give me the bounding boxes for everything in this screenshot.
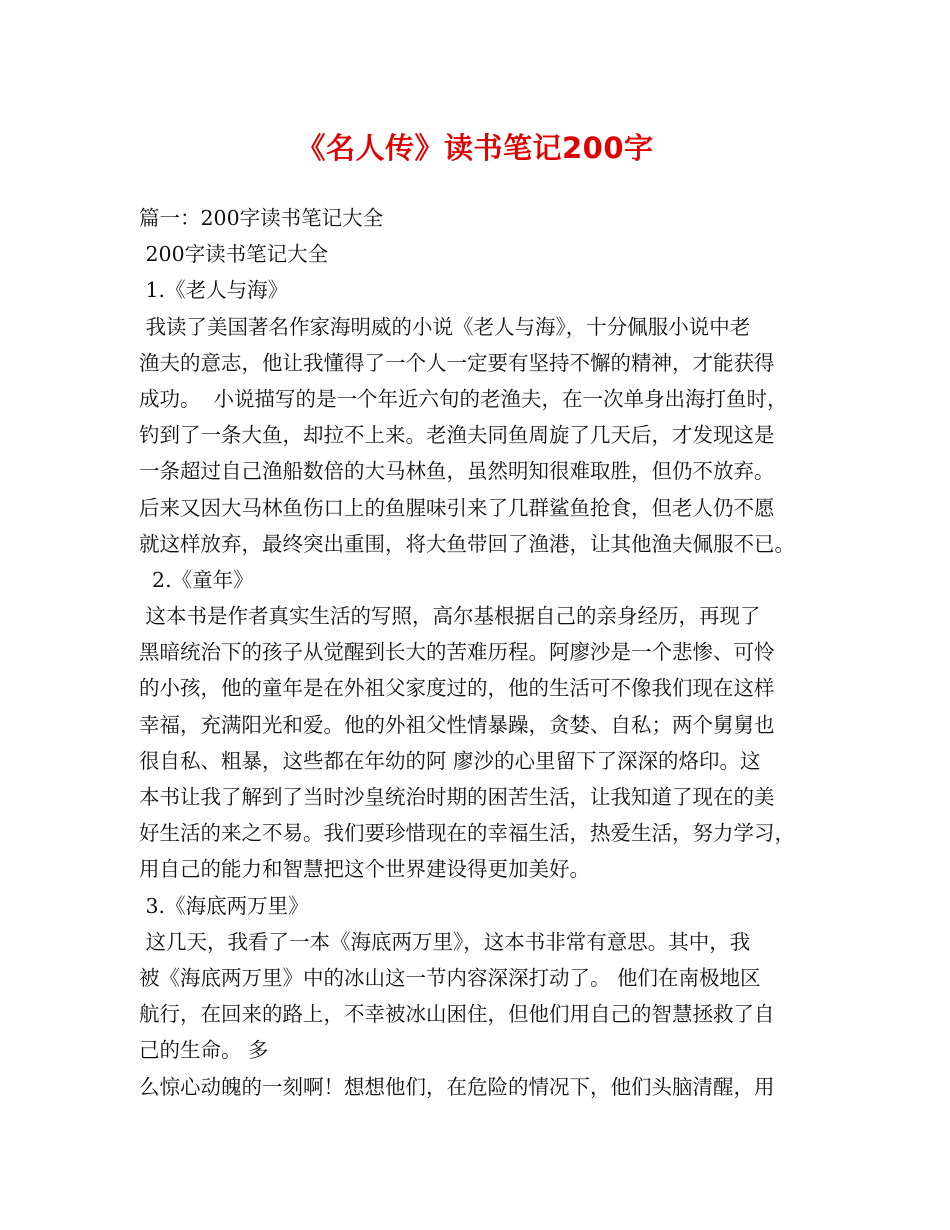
text-line: 黑暗统治下的孩子从觉醒到长大的苦难历程。阿廖沙是一个悲惨、可怜 — [139, 640, 775, 665]
text-line: 就这样放弃，最终突出重围，将大鱼带回了渔港，让其他渔夫佩服不已。 — [139, 531, 795, 556]
text-line: 成功。 小说描写的是一个年近六旬的老渔夫，在一次单身出海打鱼时， — [139, 386, 788, 411]
text-line: 1.《老人与海》 — [139, 278, 289, 303]
text-line: 航行，在回来的路上，不幸被冰山困住，但他们用自己的智慧拯救了自 — [139, 1002, 775, 1027]
text-line: 3.《海底两万里》 — [139, 893, 309, 918]
text-line: 己的生命。 多 — [139, 1038, 269, 1063]
text-line: 后来又因大马林鱼伤口上的鱼腥味引来了几群鲨鱼抢食，但老人仍不愿 — [139, 495, 775, 520]
text-line: 钓到了一条大鱼，却拉不上来。老渔夫同鱼周旋了几天后，才发现这是 — [139, 423, 775, 448]
text-line: 幸福，充满阳光和爱。他的外祖父性情暴躁，贪婪、自私；两个舅舅也 — [139, 712, 775, 737]
text-line: 被《海底两万里》中的冰山这一节内容深深打动了。 他们在南极地区 — [139, 965, 761, 990]
document-body — [139, 200, 829, 1105]
text-line: 么惊心动魄的一刻啊！想想他们，在危险的情况下，他们头脑清醒，用 — [139, 1074, 775, 1099]
text-line: 我读了美国著名作家海明威的小说《老人与海》，十分佩服小说中老 — [139, 314, 751, 339]
text-line: 2.《童年》 — [139, 567, 254, 592]
text-line: 的小孩，他的童年是在外祖父家度过的，他的生活可不像我们现在这样 — [139, 676, 775, 701]
text-line: 一条超过自己渔船数倍的大马林鱼，虽然明知很难取胜，但仍不放弃。 — [139, 459, 775, 484]
text-line: 这本书是作者真实生活的写照，高尔基根据自己的亲身经历，再现了 — [139, 604, 761, 629]
document-title: 《名人传》读书笔记200字 — [296, 131, 654, 165]
text-line: 这几天，我看了一本《海底两万里》，这本书非常有意思。其中，我 — [139, 929, 751, 954]
text-line: 用自己的能力和智慧把这个世界建设得更加美好。 — [139, 857, 590, 882]
text-line: 很自私、粗暴，这些都在年幼的阿 廖沙的心里留下了深深的烙印。这 — [139, 748, 761, 773]
text-line: 本书让我了解到了当时沙皇统治时期的困苦生活，让我知道了现在的美 — [139, 785, 775, 809]
text-line: 渔夫的意志，他让我懂得了一个人一定要有坚持不懈的精神，才能获得 — [139, 350, 775, 375]
text-line: 篇一：200字读书笔记大全 — [139, 206, 384, 230]
text-line: 200字读书笔记大全 — [139, 242, 329, 267]
text-line: 好生活的来之不易。我们要珍惜现在的幸福生活，热爱生活，努力学习， — [139, 821, 795, 846]
